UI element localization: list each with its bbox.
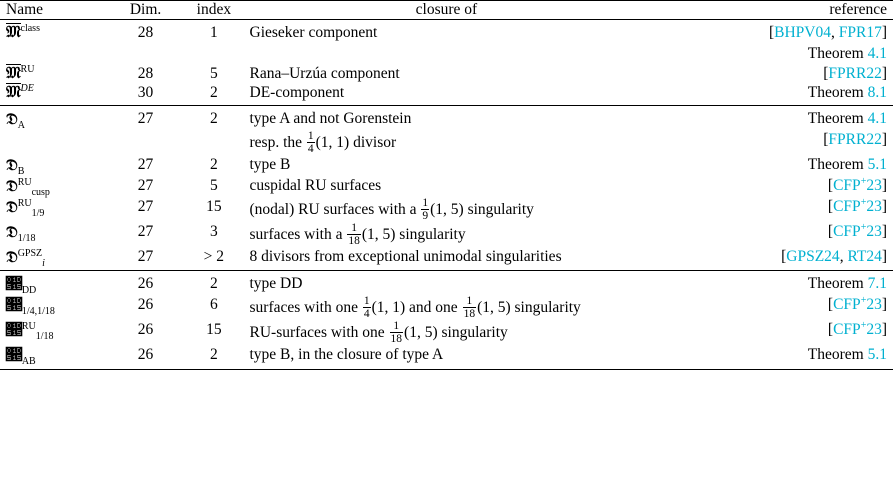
cell-reference [643,345,887,365]
cell-reference-wrap [643,295,893,320]
cell-reference [643,295,887,315]
cell-name [0,274,113,295]
cell-closure-wrap [250,247,644,268]
cell-closure-wrap [250,155,644,176]
fraction: $\frac{1}{18}$ [463,294,476,320]
citation-link[interactable]: 4.1 [867,44,887,62]
citation-link[interactable]: GPSZ24 [786,248,840,266]
cell-dim: 26 [137,275,154,292]
reference [828,321,887,338]
citation-link[interactable]: CFP [833,177,861,195]
cell-name [0,295,113,320]
cell-index: 1 [209,24,218,41]
closure-description: type B [249,156,291,174]
cell-index: 5 [209,177,218,195]
closure-description: 8 divisors from exceptional unimodal singularities [249,248,562,266]
component-symbol: 𝔐$^{DE}$ [6,82,34,102]
reference-text: [ [827,197,834,215]
citation-link[interactable]: FPR17 [838,24,882,41]
cell-reference [643,320,887,340]
closure-description-secondary: resp. the $\frac{1}{4}$ (1, 1) divisor [249,130,397,156]
column-header-reference: reference [829,1,887,18]
table-row [0,295,893,320]
component-symbol: 𝔐$^{class}$ [6,22,40,41]
citation-link[interactable]: 23 [866,223,882,241]
cell-index: 2 [209,84,218,102]
citation-link[interactable]: + [860,221,867,233]
citation-link[interactable]: 8.1 [867,84,887,102]
citation-link[interactable]: 23 [866,320,882,338]
cell-name [0,155,113,176]
reference [808,346,887,363]
cell-closure-wrap [250,64,644,84]
cell-reference-wrap [643,176,893,197]
reference-secondary [643,43,887,64]
cell-dim: 27 [137,110,154,128]
component-symbol: 𝔇$^{GPSZ}_i$ [6,247,45,270]
table-row [0,197,893,222]
reference-text: ] [881,64,887,82]
cell-name [0,345,113,366]
cell-closure [250,109,644,155]
reference-text: ] [881,223,887,241]
cell-reference-wrap [643,345,893,366]
reference-text: Theorem [807,110,868,128]
closure-description: type DD [249,275,303,292]
cell-reference-wrap [643,274,893,295]
reference [781,248,887,265]
component-symbol: 𝔇$_A$ [6,109,25,132]
cell-closure-wrap [250,320,644,345]
moduli-components-table [0,1,893,370]
reference-text: , [830,24,839,41]
cell-reference [643,83,887,103]
reference-text: [ [827,295,834,313]
cell-name [0,176,113,197]
cell-index: 15 [206,320,222,338]
table-header-row [0,1,893,19]
citation-link[interactable]: 23 [866,295,882,313]
reference [828,198,887,215]
citation-link[interactable]: 23 [866,177,882,195]
reference-secondary [643,129,887,150]
cell-dim: 27 [137,248,154,266]
table-row [0,345,893,366]
closure-description: type A and not Gorenstein [249,110,412,128]
reference-text: Theorem [807,84,868,102]
closure-description: type B, in the closure of type A [249,346,444,364]
closure-description: Rana–Urzúa component [249,64,400,82]
component-symbol: 𝔐$^{RU}$ [6,62,35,82]
reference-text: [ [823,131,829,149]
cell-closure [250,155,644,175]
component-symbol: 𝔕$^{RU}_{1/18}$ [6,319,54,343]
citation-link[interactable]: 4.1 [867,110,887,128]
reference-text: Theorem [807,156,868,174]
cell-index: 2 [209,156,218,174]
cell-reference-wrap [643,320,893,345]
cell-name [0,23,113,64]
component-symbol: 𝔇$_{1/18}$ [6,222,36,245]
citation-link[interactable]: + [860,175,867,187]
table-row [0,320,893,345]
closure-description: (nodal) RU surfaces with a $\frac{1}{9}$ (1, 5) singularity [249,196,534,222]
cell-index: 3 [209,223,218,241]
cell-index: > 2 [203,248,225,266]
reference [828,177,887,194]
reference [828,223,887,240]
cell-reference [643,23,887,64]
cell-reference [643,176,887,196]
cell-closure [250,295,644,320]
cell-closure-wrap [250,23,644,64]
cell-name [0,222,113,247]
fraction: $\frac{1}{4}$ [307,130,314,156]
citation-link[interactable]: FPRR22 [828,64,882,82]
reference-text: ] [881,131,887,149]
cell-reference [643,64,887,84]
cell-reference-wrap [643,109,893,155]
cell-closure [250,23,644,43]
cell-dim: 26 [137,295,154,313]
cell-reference [643,247,887,267]
closure-description: cuspidal RU surfaces [249,177,382,195]
citation-link[interactable]: + [860,196,867,208]
table-row [0,222,893,247]
reference-text: ] [881,320,887,338]
reference-text: ] [881,295,887,313]
fraction: $\frac{1}{9}$ [422,196,429,222]
cell-index: 2 [209,346,218,364]
cell-index: 5 [209,64,218,82]
citation-link[interactable]: + [860,319,867,331]
citation-link[interactable]: CFP [833,223,861,241]
cell-name [0,109,113,155]
component-symbol: $𝔕_{1/4,1/18}$ [6,294,55,317]
cell-name [0,64,113,84]
citation-link[interactable]: FPRR22 [828,131,882,149]
table-body [0,1,893,370]
component-symbol: $𝔕_{AB}$ [6,345,36,368]
reference-text: [ [827,223,834,241]
cell-reference-wrap [643,155,893,176]
reference [828,296,887,313]
cell-closure [250,64,644,84]
cell-dim: 28 [137,64,154,82]
cell-name [0,320,113,345]
cell-closure [250,83,644,103]
reference-text: ] [881,177,887,195]
cell-reference-wrap [643,64,893,84]
cell-dim: 26 [137,346,154,364]
cell-reference [643,155,887,175]
component-symbol: 𝔇$_B$ [6,155,25,178]
reference [808,156,887,173]
reference-text: [ [827,320,834,338]
cell-closure [250,274,644,294]
cell-dim: 26 [137,320,154,338]
reference [808,84,887,101]
citation-link[interactable]: CFP [833,295,861,313]
table-rule-row [0,369,893,370]
closure-description: surfaces with one $\frac{1}{4}$ (1, 1) and one $\frac{1}{18}$ (1, 5) singularity [249,294,581,320]
reference-text: , [839,248,848,266]
cell-index: 15 [206,197,222,215]
table-row [0,109,893,155]
cell-dim: 27 [137,156,154,174]
fraction: $\frac{1}{4}$ [363,294,370,320]
citation-link[interactable]: + [860,294,867,306]
table-row [0,274,893,295]
component-symbol: 𝔇$^{RU}_{1/9}$ [6,196,45,220]
horizontal-rule [0,369,893,370]
table-row [0,247,893,268]
cell-reference-wrap [643,23,893,64]
cell-dim: 27 [137,177,154,195]
cell-reference [643,222,887,242]
reference-text: ] [881,248,887,266]
cell-closure [250,197,644,222]
closure-description: RU-surfaces with one $\frac{1}{18}$ (1, 5) singularity [249,319,508,346]
table-row [0,64,893,84]
reference-text: Theorem [807,275,868,292]
column-header-name: Name [6,1,44,18]
component-symbol: 𝔇$^{RU}_{cusp}$ [6,176,50,199]
column-header-index: index [196,1,232,18]
reference-text: [ [781,248,787,266]
cell-reference [643,274,887,294]
cell-reference [643,109,887,150]
cell-name [0,197,113,222]
reference [823,65,887,82]
reference [808,275,887,292]
reference-text: Theorem [807,44,868,62]
cell-closure-wrap [250,83,644,103]
citation-link[interactable]: 23 [866,197,882,215]
reference-text: ] [881,24,887,41]
cell-reference-wrap [643,197,893,222]
cell-closure-wrap [250,222,644,247]
citation-link[interactable]: BHPV04 [774,24,831,41]
cell-closure [250,247,644,267]
cell-reference-wrap [643,83,893,103]
cell-closure [250,176,644,196]
cell-closure-wrap [250,295,644,320]
cell-closure [250,345,644,365]
reference-text: [ [768,24,775,41]
citation-link[interactable]: 5.1 [867,346,887,364]
reference [808,110,887,127]
column-header-closure: closure of [415,1,478,18]
cell-closure [250,320,644,345]
component-symbol: $𝔕_{DD}$ [6,274,37,297]
closure-description: Gieseker component [249,24,378,41]
column-header-dim: Dim. [129,1,162,18]
table-row [0,23,893,64]
citation-link[interactable]: CFP [833,320,861,338]
citation-link[interactable]: CFP [833,197,861,215]
cell-reference-wrap [643,247,893,268]
cell-dim: 27 [137,197,154,215]
cell-dim: 28 [137,24,154,41]
table-row [0,83,893,103]
cell-name [0,83,113,103]
closure-description: DE-component [249,84,345,102]
citation-link[interactable]: 7.1 [867,275,887,292]
cell-closure [250,222,644,247]
reference-text: Theorem [807,346,868,364]
citation-link[interactable]: RT24 [847,248,882,266]
cell-closure-wrap [250,176,644,197]
reference-text: [ [827,177,834,195]
cell-closure-wrap [250,345,644,366]
cell-reference [643,197,887,217]
cell-dim: 27 [137,223,154,241]
cell-closure-wrap [250,274,644,295]
citation-link[interactable]: 5.1 [867,156,887,174]
cell-index: 2 [209,110,218,128]
cell-closure-wrap [250,109,644,155]
closure-description: surfaces with a $\frac{1}{18}$ (1, 5) singularity [249,222,466,248]
cell-name [0,247,113,268]
cell-index: 2 [209,275,218,292]
cell-closure-wrap [250,197,644,222]
reference-text: [ [823,64,829,82]
fraction: $\frac{1}{18}$ [390,319,403,346]
cell-index: 6 [209,295,218,313]
reference [769,24,887,41]
table-row [0,176,893,197]
fraction: $\frac{1}{18}$ [348,222,360,248]
table-row [0,155,893,176]
cell-dim: 30 [137,84,154,102]
reference-text: ] [881,197,887,215]
cell-reference-wrap [643,222,893,247]
